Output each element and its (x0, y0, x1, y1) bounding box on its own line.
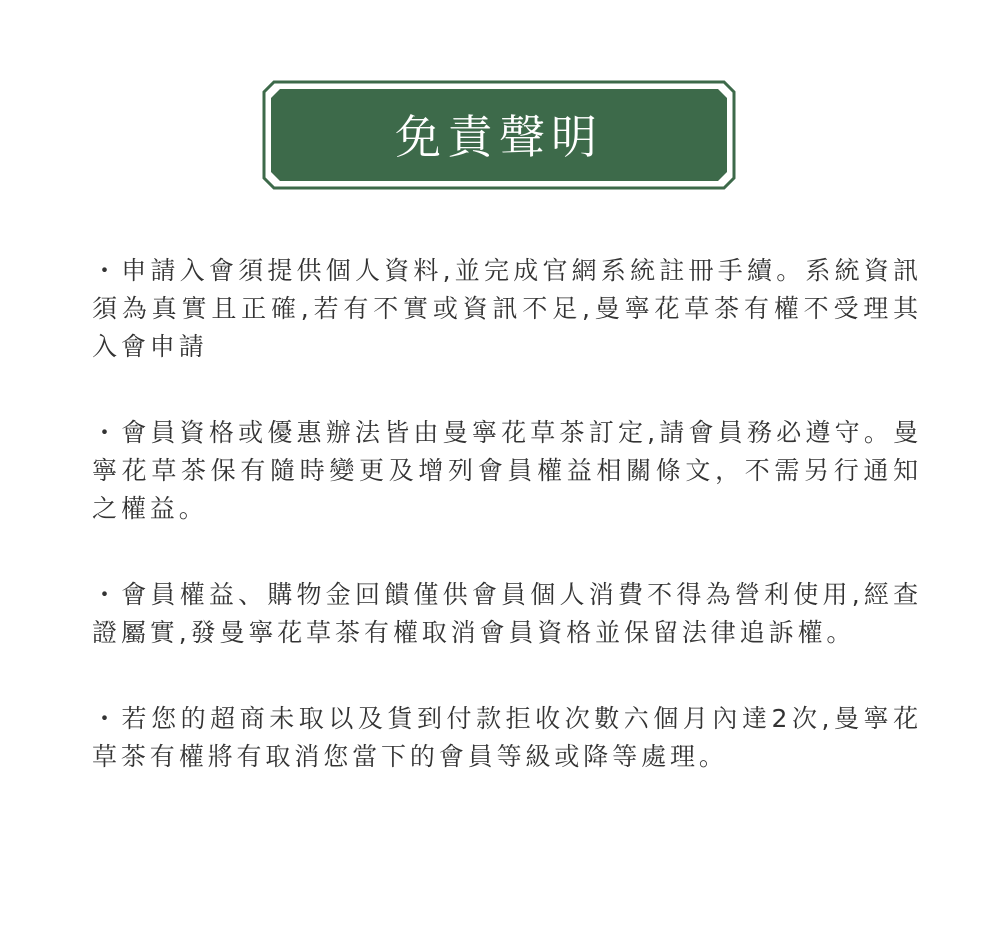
disclaimer-paragraph-2: ・會員資格或優惠辦法皆由曼寧花草茶訂定,請會員務必遵守。曼寧花草茶保有隨時變更及增列會員權益相關條文，不需另行通知之權益。 (92, 418, 922, 523)
page-title: 免責聲明 (395, 110, 603, 164)
disclaimer-content (92, 252, 922, 824)
disclaimer-paragraph-4: ・若您的超商未取以及貨到付款拒收次數六個月內達2次,曼寧花草茶有權將有取消您當下的會員等級或降等處理。 (92, 704, 922, 771)
disclaimer-paragraph-3: ・會員權益、購物金回饋僅供會員個人消費不得為營利使用,經查證屬實,發曼寧花草茶有權取消會員資格並保留法律追訴權。 (92, 580, 922, 647)
title-badge (262, 80, 736, 190)
disclaimer-paragraph-1: ・申請入會須提供個人資料,並完成官網系統註冊手續。系統資訊須為真實且正確,若有不實或資訊不足,曼寧花草茶有權不受理其入會申請 (92, 256, 922, 361)
